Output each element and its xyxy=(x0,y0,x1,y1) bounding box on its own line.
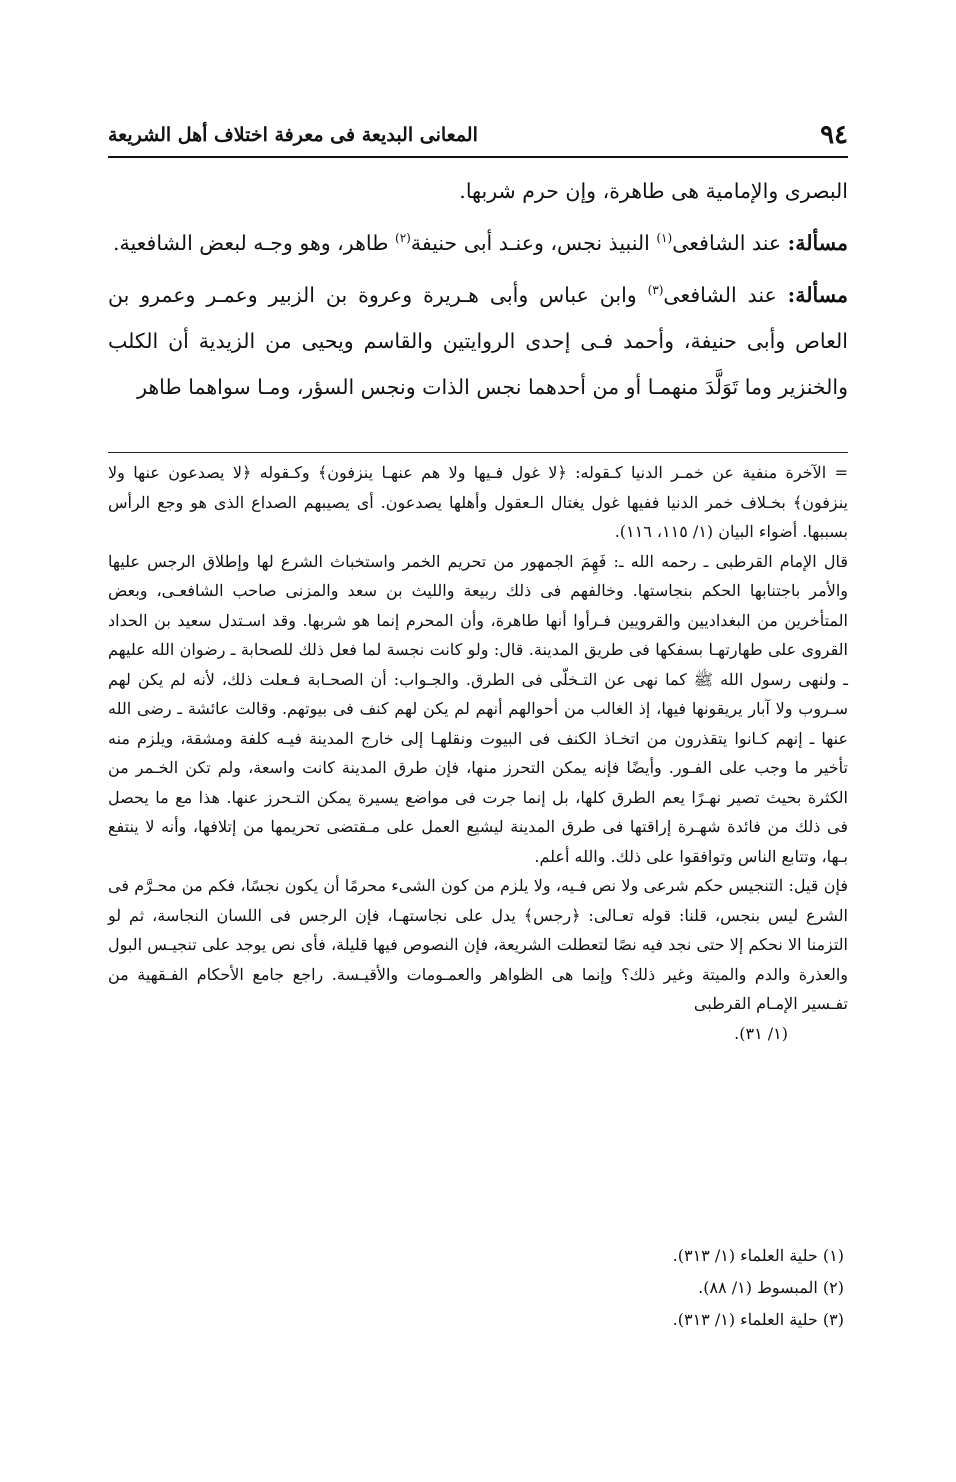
paragraph-3 xyxy=(108,272,848,410)
note-1: = الآخرة منفية عن خمـر الدنيا كـقوله: ﴿لا غول فـيها ولا هم عنهـا ينزفون﴾ وكـقوله ﴿لا يصدعون عنها ولا ينزفون﴾ بخـلاف خمر الدنيا ففيها غول يغتال الـعقول وأهلها يصدعون. أى يصيبهم الصداع الذى هو وجع الرأس بسببها. أضواء البيان (١/ ١١٥، ١١٦). xyxy=(108,463,849,541)
footnote-ref-1: (١) xyxy=(656,231,673,246)
paragraph-3-text-b: وابن عباس وأبى هـريرة وعروة بن الزبير وعمـر وعمرو بن العاص وأبى حنيفة، وأحمد فـى إحدى الروايتين والقاسم ويحيى من الزيدية أن الكلب والخنزير وما تَوَلَّدَ منهمـا أو من أحدهما نجس الذات ونجس السؤر، ومـا سواهما طاهر xyxy=(108,283,848,399)
main-text xyxy=(108,168,848,416)
footnote-1: (١) حلية العلماء (١/ ٣١٣). xyxy=(672,1246,844,1265)
footnote-separator xyxy=(108,452,848,453)
paragraph-2-text-c: طاهر، وهو وجـه لبعض الشافعية. xyxy=(112,231,389,255)
issue-label: مسألة: xyxy=(787,231,848,255)
footnote-3: (٣) حلية العلماء (١/ ٣١٣). xyxy=(672,1310,844,1329)
paragraph-1-text: البصرى والإمامية هى طاهرة، وإن حرم شربها. xyxy=(459,179,848,203)
footnote-ref-2: (٢) xyxy=(395,231,411,246)
issue-label: مسألة: xyxy=(787,283,848,307)
footnotes xyxy=(124,1240,844,1336)
note-2: قال الإمام القرطبى ـ رحمه الله ـ: فَهِمَ الجمهور من تحريم الخمر واستخباث الشرع لها وإطلاق الرجس عليها والأمر باجتنابها الحكم بنجاستها. وخالفهم فى ذلك ربيعة والليث بن سعد والمزنى صاحب الشافعـى، وبعض المتأخرين من البغداديين والقرويين فـرأوا أنها طاهرة، وأن المحرم إنما هو شربها. وقد اسـتدل سعيد بن الحداد القروى على طهارتهـا بسفكها فى طريق المدينة. قال: ولو كانت نجسة لما فعل ذلك للصحابة ـ رضوان الله عليهم ـ ولنهى رسول الله ﷺ كما نهى عن التـخلّى فى الطرق. والجـواب: أن الصحـابة فـعلت ذلك، لأنه لم يكن لهم سـروب ولا آبار يريقونها فيها، إذ الغالب من أحوالهم أنهم لم يكن لهم كنف فى بيوتهم. وقالت عائشة ـ رضى الله عنها ـ إنهم كـانوا يتقذرون من اتخـاذ الكنف فى البيوت ونقلهـا إلى خارج المدينة فيـه كلفة ومشقة، ويلزم منه تأخير ما وجب على الفـور. وأيضًا فإنه يمكن التحرز منها، فإن طرق المدينة كانت واسعة، ولم تكن الخـمر من الكثرة بحيث تصير نهـرًا يعم الطرق كلها، بل إنما جرت فى مواضع يسيرة يمكن التـحرز عنها. هذا مع ما يحصل فى ذلك من فائدة شهـرة إراقتها فى طرق المدينة ليشيع العمل على مـقتضى تحريمها من إتلافها، وأنه لا ينتفع بـها، وتتابع الناس وتوافقوا على ذلك. والله أعلم. xyxy=(108,551,848,866)
page-number: ٩٤ xyxy=(820,120,848,150)
running-title: المعانى البديعة فى معرفة اختلاف أهل الشريعة xyxy=(108,124,478,146)
paragraph-3-text-a: عند الشافعى xyxy=(663,283,777,307)
paragraph-1 xyxy=(108,168,848,214)
note-3-tail: (١/ ٣١). xyxy=(734,1023,788,1043)
paragraph-2 xyxy=(108,220,848,266)
footnote-ref-3: (٣) xyxy=(647,283,664,298)
paragraph-2-text-b: النبيذ نجس، وعنـد أبى حنيفة xyxy=(410,231,650,255)
page-header xyxy=(108,118,848,158)
note-3: فإن قيل: التنجيس حكم شرعى ولا نص فـيه، ولا يلزم من كون الشىء محرمًا أن يكون نجسًا، فكم من محـرَّم فى الشرع ليس بنجس، قلنا: قوله تعـالى: ﴿رجس﴾ يدل على نجاستهـا، فإن الرجس فى اللسان النجاسة، ثم لو التزمنا الا نحكم إلا حتى نجد فيه نصًا لتعطلت الشريعة، فإن النصوص فيها قليلة، فأى نص يوجد على تنجيـس البول والعذرة والدم والميتة وغير ذلك؟ وإنما هى الظواهر والعمـومات والأقيـسة. راجع جامع الأحكام الفـقهية من تفـسير الإمـام القرطبى xyxy=(108,876,849,1013)
paragraph-2-text-a: عند الشافعى xyxy=(672,231,782,255)
continued-notes xyxy=(108,458,848,1048)
footnote-2: (٢) المبسوط (١/ ٨٨). xyxy=(698,1278,844,1297)
